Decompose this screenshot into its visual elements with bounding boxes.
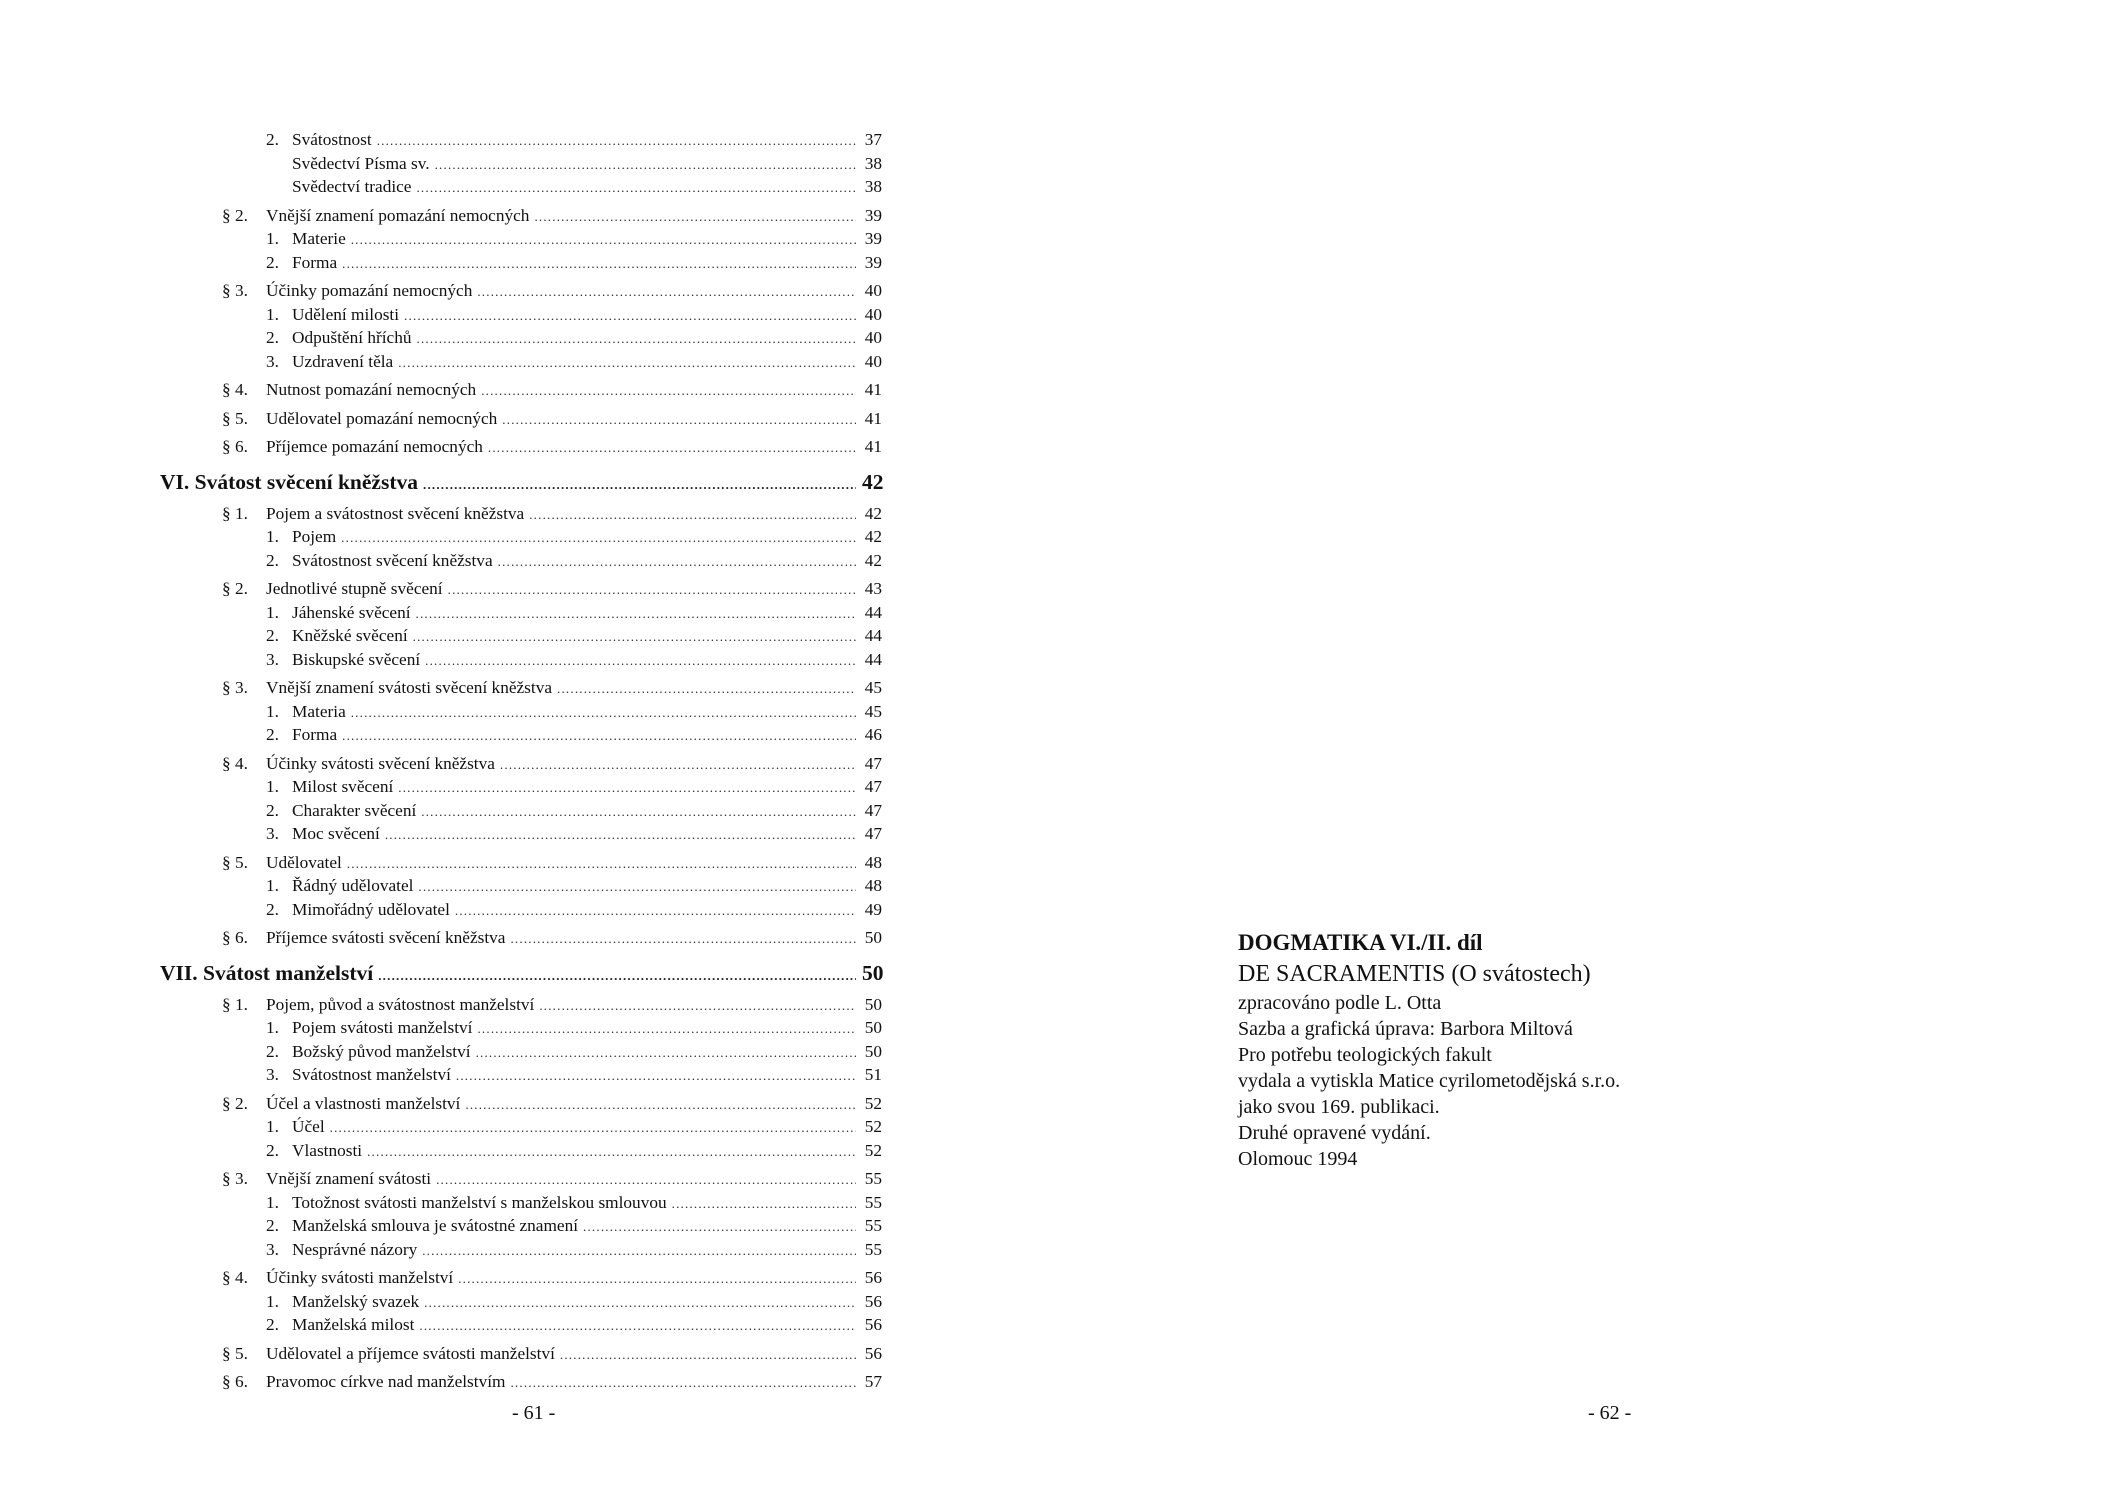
toc-dot-leader: [458, 1267, 856, 1291]
toc-entry-number: § 2.: [222, 205, 248, 225]
toc-dot-leader: [351, 701, 856, 725]
toc-entry-label: Moc svěcení: [292, 824, 380, 843]
toc-entry-page: 39: [864, 229, 882, 248]
toc-entry-number: 3.: [266, 1239, 279, 1259]
toc-entry-number: 2.: [266, 899, 279, 919]
toc-entry: [160, 502, 882, 526]
toc-entry-page: 44: [864, 626, 882, 645]
toc-dot-leader: [500, 753, 856, 777]
left-page-number: - 61 -: [512, 1402, 556, 1424]
toc-entry-page: 55: [864, 1239, 882, 1259]
toc-entry-label: Odpuštění hříchů: [292, 328, 412, 347]
toc-entry-number: 2.: [266, 1041, 279, 1061]
toc-entry-number: § 6.: [222, 1372, 248, 1391]
toc-entry-number: § 6.: [222, 928, 248, 947]
toc-dot-leader: [510, 1371, 856, 1395]
toc-dot-leader: [385, 823, 856, 847]
toc-entry-page: 56: [864, 1291, 882, 1311]
toc-entry-number: § 5.: [222, 1343, 248, 1363]
toc-entry-page: 47: [864, 800, 882, 820]
toc-dot-leader: [377, 129, 856, 153]
toc-entry: [160, 1092, 882, 1116]
toc-entry-page: 52: [864, 1093, 882, 1113]
toc-dot-leader: [421, 800, 856, 824]
typesetting-credit: Sazba a grafická úprava: Barbora Miltová: [1238, 1018, 1573, 1040]
toc-dot-leader: [330, 1116, 856, 1140]
toc-entry-page: 42: [864, 527, 882, 546]
toc-entry-label: Pojem: [292, 527, 337, 546]
toc-entry-label: Manželský svazek: [292, 1291, 420, 1311]
toc-entry: [160, 1040, 882, 1064]
toc-entry-page: 39: [864, 205, 882, 225]
toc-entry-number: § 1.: [222, 994, 248, 1014]
toc-entry: [160, 601, 882, 625]
toc-entry-page: 42: [864, 503, 882, 523]
toc-entry-page: 47: [864, 824, 882, 843]
toc-entry: [160, 435, 882, 459]
toc-entry: [160, 1214, 882, 1238]
toc-entry-number: § 4.: [222, 1268, 248, 1287]
toc-entry: [160, 1342, 882, 1366]
toc-dot-leader: [378, 961, 856, 991]
toc-dot-leader: [419, 1314, 856, 1338]
toc-entry: [160, 175, 882, 199]
toc-entry-label: Materia: [292, 701, 346, 721]
toc-entry-label: Materie: [292, 229, 346, 248]
toc-entry: [160, 1370, 882, 1394]
toc-entry-label: Vnější znamení svátosti: [266, 1169, 432, 1188]
toc-dot-leader: [342, 252, 856, 276]
toc-entry-page: 48: [864, 852, 882, 872]
toc-dot-leader: [351, 228, 856, 252]
toc-entry-page: 38: [864, 153, 882, 173]
toc-entry: [160, 1266, 882, 1290]
toc-dot-leader: [502, 408, 856, 432]
toc-entry-label: Nesprávné názory: [292, 1239, 418, 1259]
toc-entry-page: 56: [864, 1315, 882, 1334]
toc-entry-number: 1.: [266, 1018, 279, 1037]
toc-entry-number: § 6.: [222, 437, 248, 456]
toc-dot-leader: [477, 280, 856, 304]
toc-dot-leader: [423, 470, 856, 500]
toc-entry-label: Biskupské svěcení: [292, 649, 421, 669]
toc-entry-number: 2.: [266, 328, 279, 347]
toc-entry-page: 43: [864, 579, 882, 598]
toc-dot-leader: [448, 578, 856, 602]
toc-entry: [160, 752, 882, 776]
toc-entry: [160, 152, 882, 176]
toc-entry-label: VI. Svátost svěcení kněžstva: [160, 469, 418, 494]
toc-entry-page: 50: [864, 1018, 882, 1037]
toc-entry-label: Udělení milosti: [292, 304, 400, 324]
toc-entry-label: Svědectví tradice: [292, 177, 412, 196]
toc-entry: [160, 1016, 882, 1040]
toc-entry: [160, 874, 882, 898]
toc-entry-page: 49: [864, 899, 882, 919]
toc-entry-number: 2.: [266, 550, 279, 570]
toc-entry-page: 56: [864, 1268, 882, 1287]
toc-dot-leader: [498, 550, 856, 574]
toc-entry-number: 1.: [266, 527, 279, 546]
purpose-line-1: Pro potřebu teologických fakult: [1238, 1044, 1492, 1066]
toc-dot-leader: [367, 1140, 856, 1164]
toc-entry-page: 44: [864, 602, 882, 622]
toc-entry-number: 1.: [266, 304, 279, 324]
toc-entry-label: Svátostnost: [292, 130, 372, 149]
toc-entry-label: Účinky pomazání nemocných: [266, 281, 473, 300]
toc-entry-label: Příjemce svátosti svěcení kněžstva: [266, 928, 506, 947]
toc-entry-label: Pojem svátosti manželství: [292, 1018, 473, 1037]
toc-entry-page: 45: [864, 701, 882, 721]
toc-dot-leader: [583, 1215, 856, 1239]
toc-entry-number: § 5.: [222, 852, 248, 872]
toc-dot-leader: [347, 852, 856, 876]
toc-entry-number: 3.: [266, 824, 279, 843]
toc-entry: [160, 1115, 882, 1139]
toc-entry-label: Pravomoc církve nad manželstvím: [266, 1372, 506, 1391]
toc-dot-leader: [398, 351, 856, 375]
toc-entry: [160, 624, 882, 648]
toc-entry-number: 1.: [266, 1117, 279, 1136]
toc-entry: [160, 251, 882, 275]
toc-entry-number: 2.: [266, 1216, 279, 1235]
toc-entry-page: 45: [864, 678, 882, 697]
toc-entry: [160, 378, 882, 402]
toc-dot-leader: [416, 602, 856, 626]
toc-entry-page: 39: [864, 252, 882, 272]
toc-entry-number: 1.: [266, 1291, 279, 1311]
toc-entry: [160, 326, 882, 350]
book-subtitle: DE SACRAMENTIS (O svátostech): [1238, 961, 1591, 987]
toc-entry: [160, 898, 882, 922]
toc-entry-number: 2.: [266, 800, 279, 820]
toc-entry-number: 1.: [266, 229, 279, 248]
toc-entry-label: Charakter svěcení: [292, 800, 417, 820]
toc-entry-number: § 3.: [222, 678, 248, 697]
toc-entry-number: 1.: [266, 602, 279, 622]
toc-entry-page: 46: [864, 725, 882, 744]
toc-entry-label: Nutnost pomazání nemocných: [266, 380, 477, 399]
toc-entry-number: 2.: [266, 626, 279, 645]
toc-entry-number: § 3.: [222, 1169, 248, 1188]
toc-entry-page: 50: [864, 1041, 882, 1061]
toc-entry-label: Svědectví Písma sv.: [292, 153, 430, 173]
toc-dot-leader: [557, 677, 856, 701]
toc-entry-page: 56: [864, 1343, 882, 1363]
toc-entry: [160, 648, 882, 672]
toc-entry-number: § 2.: [222, 1093, 248, 1113]
toc-entry-label: Udělovatel a příjemce svátosti manželství: [266, 1343, 555, 1363]
toc-entry: [160, 407, 882, 431]
toc-dot-leader: [465, 1093, 856, 1117]
toc-entry: [160, 549, 882, 573]
toc-entry-page: 42: [864, 550, 882, 570]
toc-entry: [160, 1167, 882, 1191]
toc-entry-label: Účinky svátosti manželství: [266, 1268, 454, 1287]
toc-dot-leader: [417, 327, 856, 351]
toc-entry-page: 40: [864, 281, 882, 300]
toc-entry-page: 51: [864, 1065, 882, 1084]
book-title: DOGMATIKA VI./II. díl: [1238, 930, 1483, 955]
toc-entry-number: 1.: [266, 777, 279, 796]
toc-entry-page: 40: [864, 328, 882, 347]
toc-entry-label: Jáhenské svěcení: [292, 602, 411, 622]
toc-dot-leader: [534, 205, 856, 229]
toc-dot-leader: [416, 176, 856, 200]
toc-entry-page: 42: [862, 469, 884, 494]
toc-dot-leader: [425, 649, 856, 673]
toc-dot-leader: [560, 1343, 856, 1367]
toc-entry-number: 2.: [266, 725, 279, 744]
toc-entry-label: Mimořádný udělovatel: [292, 899, 450, 919]
toc-dot-leader: [342, 724, 856, 748]
toc-entry-page: 50: [862, 960, 884, 985]
toc-chapter: [160, 958, 882, 988]
toc-entry-label: Pojem a svátostnost svěcení kněžstva: [266, 503, 525, 523]
toc-entry: [160, 993, 882, 1017]
toc-entry-page: 44: [864, 649, 882, 669]
toc-entry-label: Udělovatel: [266, 852, 342, 872]
toc-entry: [160, 926, 882, 950]
toc-entry-number: § 1.: [222, 503, 248, 523]
purpose-line-2: vydala a vytiskla Matice cyrilometodějská s.r.o.: [1238, 1070, 1621, 1092]
toc-entry-page: 37: [864, 130, 882, 149]
toc-entry-label: Kněžské svěcení: [292, 626, 408, 645]
toc-entry-number: § 4.: [222, 380, 248, 399]
toc-dot-leader: [398, 776, 856, 800]
toc-entry-label: Svátostnost manželství: [292, 1065, 451, 1084]
toc-entry: [160, 799, 882, 823]
toc-dot-leader: [404, 304, 856, 328]
toc-entry-page: 47: [864, 753, 882, 773]
toc-entry-label: Manželská smlouva je svátostné znamení: [292, 1216, 579, 1235]
toc-entry: [160, 676, 882, 700]
toc-entry-page: 55: [864, 1216, 882, 1235]
toc-entry-number: § 2.: [222, 579, 248, 598]
toc-dot-leader: [341, 526, 856, 550]
toc-entry-page: 47: [864, 777, 882, 796]
toc-entry-number: 1.: [266, 1192, 279, 1212]
toc-entry-label: Milost svěcení: [292, 777, 394, 796]
toc-entry-page: 48: [864, 876, 882, 895]
toc-entry: [160, 128, 882, 152]
toc-entry: [160, 204, 882, 228]
toc-dot-leader: [510, 927, 856, 951]
toc-entry-label: VII. Svátost manželství: [160, 960, 374, 985]
toc-entry-page: 40: [864, 304, 882, 324]
toc-entry-label: Totožnost svátosti manželství s manželskou smlouvou: [292, 1192, 667, 1212]
toc-entry-page: 50: [864, 994, 882, 1014]
toc-entry: [160, 723, 882, 747]
toc-dot-leader: [435, 153, 856, 177]
toc-dot-leader: [529, 503, 856, 527]
toc-dot-leader: [481, 379, 856, 403]
toc-entry-number: 2.: [266, 1315, 279, 1334]
toc-entry: [160, 1191, 882, 1215]
place-year: Olomouc 1994: [1238, 1148, 1358, 1170]
toc-dot-leader: [413, 625, 856, 649]
toc-entry-label: Příjemce pomazání nemocných: [266, 437, 483, 456]
toc-entry: [160, 525, 882, 549]
toc-entry-number: § 3.: [222, 281, 248, 300]
edition-note: Druhé opravené vydání.: [1238, 1122, 1431, 1144]
toc-entry: [160, 1313, 882, 1337]
toc-entry-page: 55: [864, 1192, 882, 1212]
toc-dot-leader: [455, 899, 856, 923]
toc-entry-number: 2.: [266, 252, 279, 272]
toc-entry: [160, 1139, 882, 1163]
toc-entry-label: Vnější znamení pomazání nemocných: [266, 205, 530, 225]
toc-entry: [160, 1238, 882, 1262]
imprint: [1238, 928, 1798, 1172]
toc-entry-page: 50: [864, 928, 882, 947]
toc-dot-leader: [488, 436, 856, 460]
toc-dot-leader: [672, 1192, 856, 1216]
toc-entry-label: Manželská milost: [292, 1315, 415, 1334]
toc-entry-number: 1.: [266, 876, 279, 895]
toc-dot-leader: [456, 1064, 856, 1088]
toc-entry-label: Božský původ manželství: [292, 1041, 471, 1061]
purpose-line-3: jako svou 169. publikaci.: [1238, 1096, 1440, 1118]
toc-entry: [160, 350, 882, 374]
toc-entry-label: Účel a vlastnosti manželství: [266, 1093, 461, 1113]
toc-entry-label: Jednotlivé stupně svěcení: [266, 579, 443, 598]
toc-entry-page: 57: [864, 1372, 882, 1391]
toc-entry-number: 2.: [266, 1140, 279, 1160]
toc-entry-label: Vnější znamení svátosti svěcení kněžstva: [266, 678, 553, 697]
toc-dot-leader: [477, 1017, 856, 1041]
toc-entry-number: 2.: [266, 130, 279, 149]
toc-entry: [160, 1290, 882, 1314]
toc-entry-page: 55: [864, 1169, 882, 1188]
toc-entry-label: Účinky svátosti svěcení kněžstva: [266, 753, 495, 773]
toc-dot-leader: [424, 1291, 856, 1315]
toc-entry-number: 3.: [266, 1065, 279, 1084]
toc-entry-number: § 4.: [222, 753, 248, 773]
toc-entry-page: 40: [864, 351, 882, 371]
toc-entry-number: 3.: [266, 351, 279, 371]
toc-entry-page: 41: [864, 408, 882, 428]
toc-entry-label: Forma: [292, 252, 338, 272]
toc-dot-leader: [418, 875, 856, 899]
toc-entry-number: 1.: [266, 701, 279, 721]
toc-dot-leader: [422, 1239, 856, 1263]
adapted-by: zpracováno podle L. Otta: [1238, 992, 1442, 1014]
toc-entry: [160, 1063, 882, 1087]
table-of-contents: [160, 128, 882, 1394]
right-page-number: - 62 -: [1588, 1402, 1632, 1424]
toc-entry-label: Pojem, původ a svátostnost manželství: [266, 994, 535, 1014]
toc-entry-label: Účel: [292, 1117, 325, 1136]
toc-entry: [160, 851, 882, 875]
toc-entry-page: 41: [864, 437, 882, 456]
toc-entry: [160, 822, 882, 846]
toc-entry: [160, 227, 882, 251]
toc-entry-label: Forma: [292, 725, 338, 744]
toc-entry: [160, 279, 882, 303]
toc-entry-page: 52: [864, 1140, 882, 1160]
toc-entry-number: § 5.: [222, 408, 248, 428]
toc-entry-label: Uzdravení těla: [292, 351, 394, 371]
toc-entry: [160, 700, 882, 724]
toc-entry-label: Vlastnosti: [292, 1140, 363, 1160]
toc-dot-leader: [436, 1168, 856, 1192]
toc-entry: [160, 303, 882, 327]
toc-dot-leader: [539, 994, 856, 1018]
toc-chapter: [160, 467, 882, 497]
toc-entry-page: 41: [864, 380, 882, 399]
toc-entry-label: Udělovatel pomazání nemocných: [266, 408, 498, 428]
toc-dot-leader: [476, 1041, 856, 1065]
toc-entry-number: 3.: [266, 649, 279, 669]
toc-entry-label: Řádný udělovatel: [292, 876, 414, 895]
toc-entry-page: 38: [864, 177, 882, 196]
toc-entry-page: 52: [864, 1117, 882, 1136]
toc-entry-label: Svátostnost svěcení kněžstva: [292, 550, 493, 570]
toc-entry: [160, 775, 882, 799]
toc-entry: [160, 577, 882, 601]
